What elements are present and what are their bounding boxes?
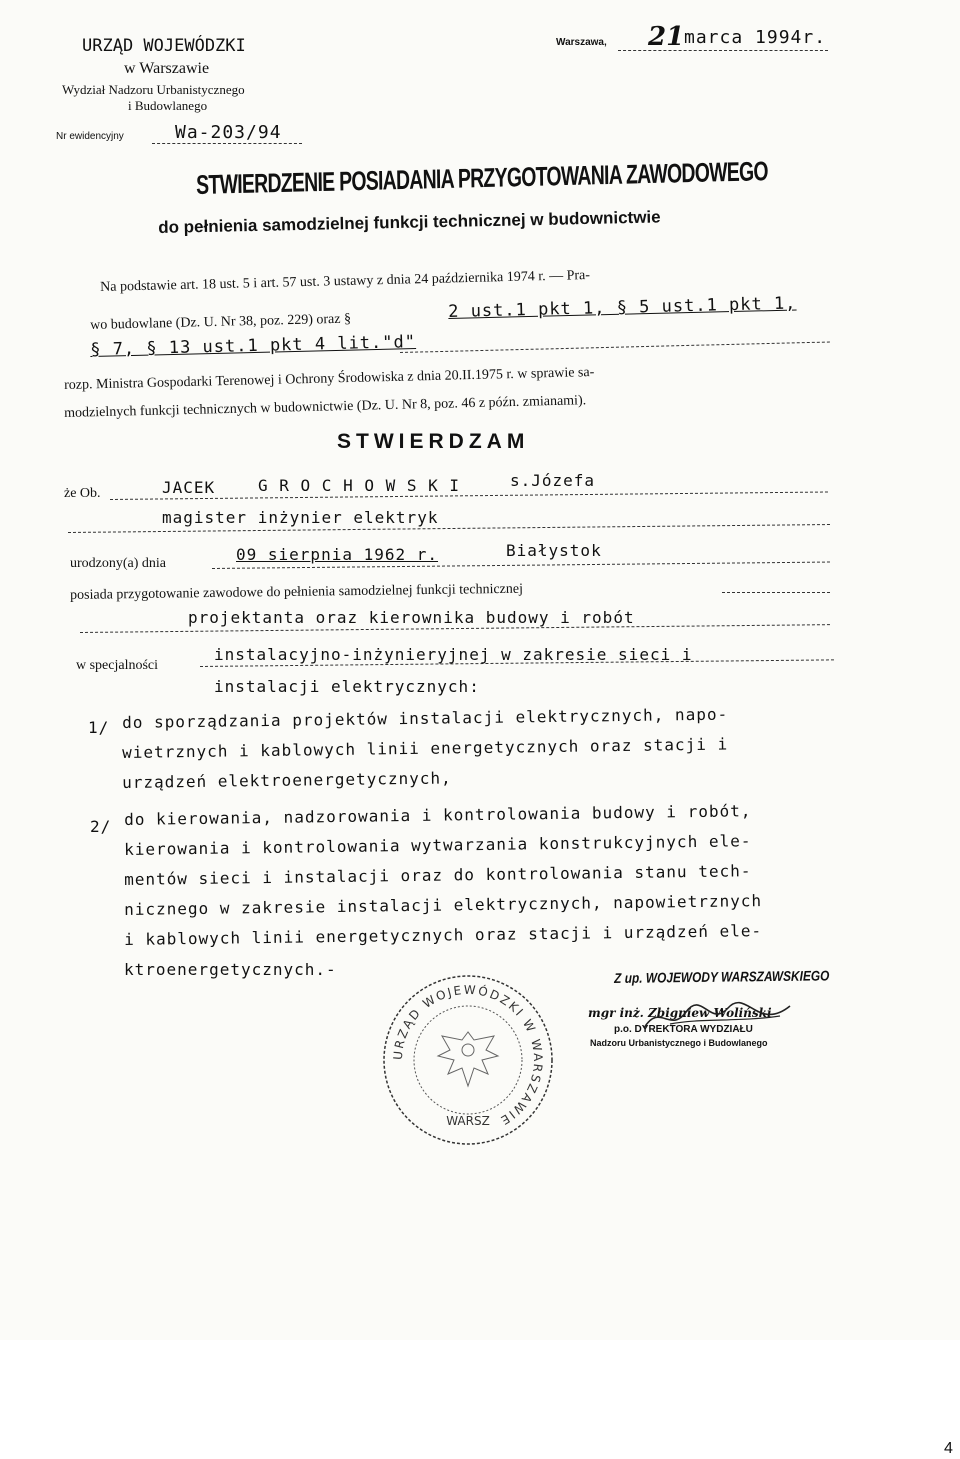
item-line: i kablowych linii energetycznych oraz stacji i urządzeń ele-: [124, 921, 763, 949]
item-line: nicznego w zakresie instalacji elektrycznych, napowietrznych: [124, 891, 763, 919]
page-number: 4: [944, 1440, 953, 1457]
specialty-line-1: instalacyjno-inżynieryjnej w zakresie sieci i: [214, 645, 693, 664]
item-line: ktroenergetycznych.-: [124, 960, 337, 979]
basis-line-2-typed: 2 ust.1 pkt 1, § 5 ust.1 pkt 1,: [448, 293, 797, 322]
signature-department: Nadzoru Urbanistycznego i Budowlanego: [590, 1038, 768, 1048]
basis-line-1: Na podstawie art. 18 ust. 5 i art. 57 ust. 3 ustawy z dnia 24 października 1974 r. — Pra-: [100, 268, 591, 295]
office-city: w Warszawie: [124, 60, 210, 77]
name-underline: [110, 491, 828, 500]
item-line: wietrznych i kablowych linii energetycznych oraz stacji i: [122, 734, 729, 762]
item-line: mentów sieci i instalacji oraz do kontrolowania stanu tech-: [124, 861, 752, 889]
basis-line-3-dash: [400, 341, 830, 353]
item-number: 2/: [90, 817, 112, 836]
page-subtitle: do pełnienia samodzielnej funkcji technicznej w budownictwie: [158, 207, 661, 237]
signature-name: mgr inż. Zbigniew Woliński: [588, 1006, 772, 1020]
stwierdzam-heading: STWIERDZAM: [337, 430, 530, 453]
signature-authority: Z up. WOJEWODY WARSZAWSKIEGO: [614, 967, 830, 986]
born-date: 09 sierpnia 1962 r.: [236, 545, 439, 564]
item-number: 1/: [88, 718, 110, 737]
surname: G R O C H O W S K I: [258, 476, 461, 495]
role: projektanta oraz kierownika budowy i robót: [188, 608, 635, 627]
specialty-label: w specjalności: [76, 658, 159, 673]
ob-label: że Ob.: [64, 486, 101, 501]
item-line: kierowania i kontrolowania wytwarzania konstrukcyjnych ele-: [124, 831, 752, 859]
stamp-ring-text: URZĄD WOJEWÓDZKI W WARSZAWIE: [390, 982, 546, 1129]
born-place: Białystok: [506, 541, 602, 560]
ref-value: Wa-203/94: [175, 122, 282, 143]
father-name: s.Józefa: [510, 471, 596, 490]
item-line: do kierowania, nadzorowania i kontrolowania budowy i robót,: [124, 801, 752, 829]
signature-position: p.o. DYREKTORA WYDZIAŁU: [614, 1024, 753, 1035]
qualification-label: posiada przygotowanie zawodowe do pełnienia samodzielnej funkcji technicznej: [70, 581, 524, 603]
date-day: 21: [648, 22, 685, 52]
qualification-dash: [722, 592, 830, 593]
basis-line-2: wo budowlane (Dz. U. Nr 38, poz. 229) oraz §: [90, 311, 352, 333]
person-title: magister inżynier elektryk: [162, 508, 439, 527]
ref-label: Nr ewidencyjny: [56, 131, 124, 142]
place-label: Warszawa,: [556, 37, 607, 48]
ref-underline: [152, 143, 302, 144]
date-rest: marca 1994r.: [684, 27, 827, 48]
born-label: urodzony(a) dnia: [70, 556, 167, 571]
item-line: do sporządzania projektów instalacji elektrycznych, napo-: [122, 704, 729, 732]
page-title: STWIERDZENIE POSIADANIA PRZYGOTOWANIA ZAWODOWEGO: [196, 156, 768, 200]
official-stamp: [378, 970, 558, 1150]
basis-line-4: rozp. Ministra Gospodarki Terenowej i Ochrony Środowiska z dnia 20.II.1975 r. w sprawie sa-: [64, 365, 595, 393]
department-line-1: Wydział Nadzoru Urbanistycznego: [62, 82, 245, 97]
stamp-center-text: WARSZ: [446, 1114, 490, 1128]
first-name: JACEK: [162, 478, 216, 497]
basis-line-5: modzielnych funkcji technicznych w budownictwie (Dz. U. Nr 8, poz. 46 z późn. zmianami).: [64, 393, 587, 421]
department-line-2: i Budowlanego: [128, 98, 208, 113]
basis-line-3-typed: § 7, § 13 ust.1 pkt 4 lit."d": [90, 332, 417, 360]
office-name: URZĄD WOJEWÓDZKI: [82, 36, 246, 56]
specialty-line-2: instalacji elektrycznych:: [214, 677, 480, 696]
item-line: urządzeń elektroenergetycznych,: [122, 768, 452, 792]
eagle-emblem: [438, 1032, 498, 1086]
